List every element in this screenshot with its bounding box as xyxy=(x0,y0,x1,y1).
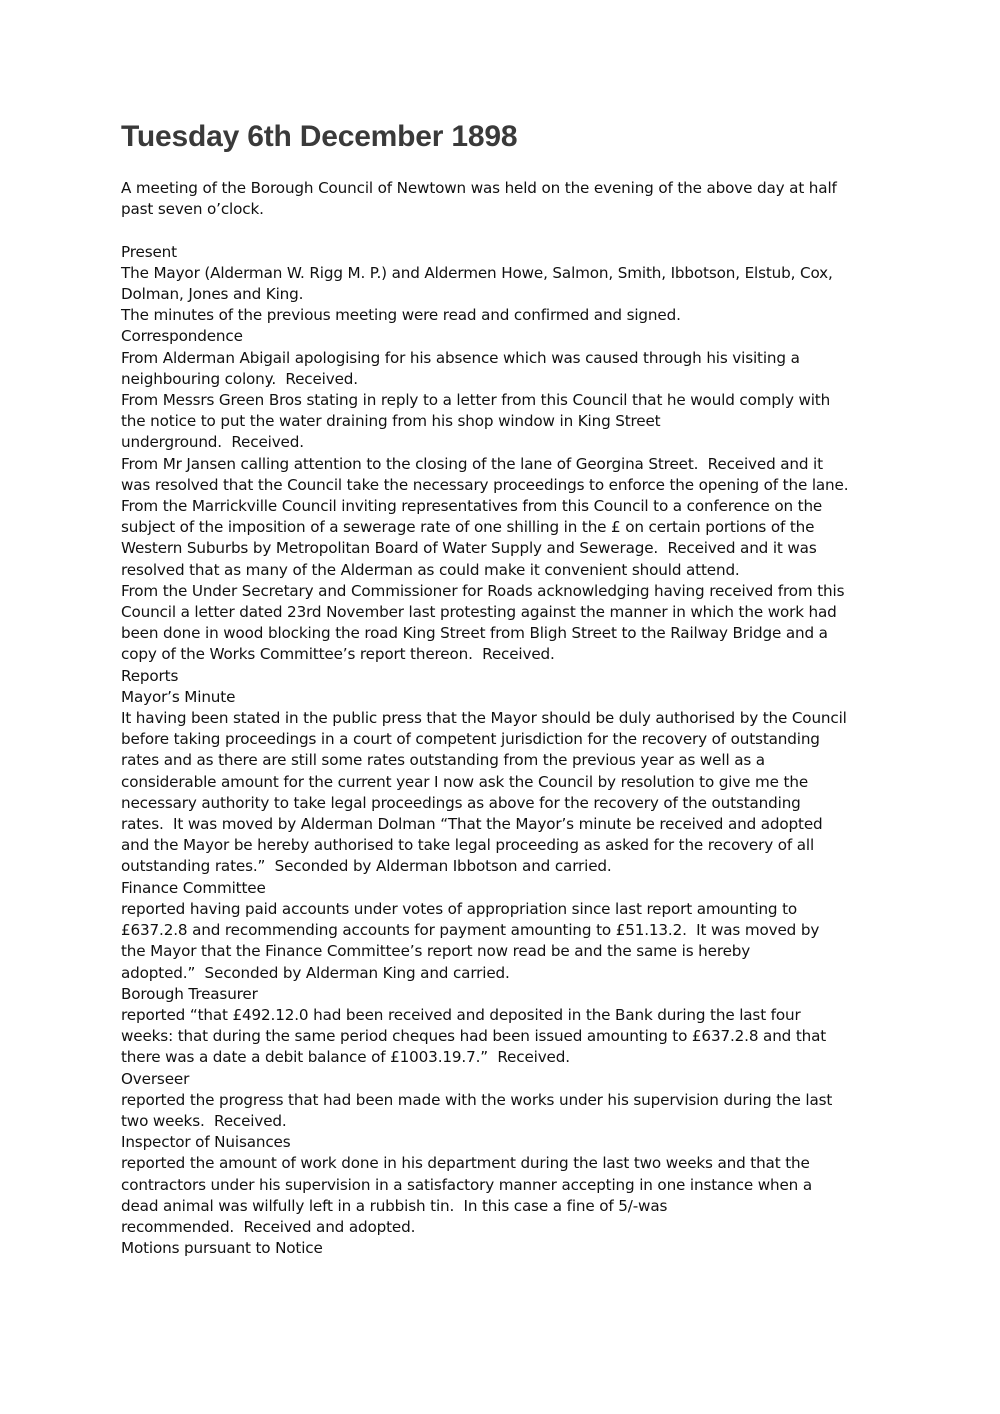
text-line: From Mr Jansen calling attention to the closing of the lane of Georgina Street. Received and it xyxy=(121,454,823,473)
text-line: adopted.” Seconded by Alderman King and carried. xyxy=(121,963,510,982)
intro-paragraph xyxy=(121,178,889,220)
text-line: subject of the imposition of a sewerage rate of one shilling in the £ on certain portions of the xyxy=(121,518,815,537)
text-line: Reports xyxy=(121,666,179,685)
text-line: It having been stated in the public press that the Mayor should be duly authorised by the Council xyxy=(121,709,847,728)
text-line: before taking proceedings in a court of competent jurisdiction for the recovery of outstanding xyxy=(121,730,820,749)
text-line: Western Suburbs by Metropolitan Board of Water Supply and Sewerage. Received and it was xyxy=(121,539,817,558)
text-line: From the Under Secretary and Commissioner for Roads acknowledging having received from this xyxy=(121,581,845,600)
paragraph-gap xyxy=(121,220,889,241)
minutes-body xyxy=(121,242,889,1260)
text-line: Council a letter dated 23rd November last protesting against the manner in which the work had xyxy=(121,603,837,622)
text-line: The minutes of the previous meeting were read and confirmed and signed. xyxy=(121,306,681,325)
text-line: reported “that £492.12.0 had been received and deposited in the Bank during the last four xyxy=(121,1005,801,1024)
text-line: outstanding rates.” Seconded by Alderman Ibbotson and carried. xyxy=(121,857,612,876)
text-line: was resolved that the Council take the necessary proceedings to enforce the opening of the lane. xyxy=(121,475,849,494)
text-line: A meeting of the Borough Council of Newtown was held on the evening of the above day at half xyxy=(121,179,837,197)
text-line: reported the progress that had been made with the works under his supervision during the last xyxy=(121,1090,833,1109)
text-line: dead animal was wilfully left in a rubbish tin. In this case a fine of 5/-was xyxy=(121,1196,668,1215)
text-line: contractors under his supervision in a satisfactory manner accepting in one instance when a xyxy=(121,1175,812,1194)
text-line: past seven o’clock. xyxy=(121,200,264,219)
text-line: considerable amount for the current year I now ask the Council by resolution to give me the xyxy=(121,772,809,791)
document-page xyxy=(121,118,889,1259)
text-line: From Messrs Green Bros stating in reply to a letter from this Council that he would comply with xyxy=(121,391,831,410)
text-line: From the Marrickville Council inviting representatives from this Council to a conference on the xyxy=(121,497,823,516)
text-line: two weeks. Received. xyxy=(121,1111,287,1130)
text-line: been done in wood blocking the road King Street from Bligh Street to the Railway Bridge and a xyxy=(121,624,828,643)
text-line: Motions pursuant to Notice xyxy=(121,1239,323,1258)
text-line: Correspondence xyxy=(121,327,243,346)
text-line: reported the amount of work done in his department during the last two weeks and that the xyxy=(121,1154,810,1173)
text-line: underground. Received. xyxy=(121,433,304,452)
text-line: Overseer xyxy=(121,1069,190,1088)
text-line: Borough Treasurer xyxy=(121,984,258,1003)
document-title: Tuesday 6th December 1898 xyxy=(121,120,518,153)
text-line: necessary authority to take legal proceedings as above for the recovery of the outstanding xyxy=(121,793,801,812)
text-line: reported having paid accounts under votes of appropriation since last report amounting to xyxy=(121,899,798,918)
text-line: there was a date a debit balance of £1003.19.7.” Received. xyxy=(121,1048,570,1067)
text-line: rates and as there are still some rates outstanding from the previous year as well as a xyxy=(121,751,765,770)
text-line: recommended. Received and adopted. xyxy=(121,1217,416,1236)
text-line: resolved that as many of the Alderman as could make it convenient should attend. xyxy=(121,560,740,579)
text-line: and the Mayor be hereby authorised to take legal proceeding as asked for the recovery of all xyxy=(121,836,815,855)
text-line: Present xyxy=(121,242,177,261)
text-line: weeks: that during the same period cheques had been issued amounting to £637.2.8 and that xyxy=(121,1027,827,1046)
text-line: rates. It was moved by Alderman Dolman “That the Mayor’s minute be received and adopted xyxy=(121,815,823,834)
text-line: The Mayor (Alderman W. Rigg M. P.) and Aldermen Howe, Salmon, Smith, Ibbotson, Elstub, Cox, xyxy=(121,263,833,282)
text-line: Mayor’s Minute xyxy=(121,687,236,706)
text-line: Dolman, Jones and King. xyxy=(121,285,304,303)
text-line: Finance Committee xyxy=(121,878,266,897)
text-line: copy of the Works Committee’s report thereon. Received. xyxy=(121,645,555,664)
text-line: the Mayor that the Finance Committee’s report now read be and the same is hereby xyxy=(121,942,751,961)
text-line: neighbouring colony. Received. xyxy=(121,369,358,388)
text-line: From Alderman Abigail apologising for his absence which was caused through his visiting a xyxy=(121,348,800,367)
text-line: £637.2.8 and recommending accounts for payment amounting to £51.13.2. It was moved by xyxy=(121,921,820,940)
text-line: Inspector of Nuisances xyxy=(121,1133,291,1152)
text-line: the notice to put the water draining from his shop window in King Street xyxy=(121,412,661,431)
